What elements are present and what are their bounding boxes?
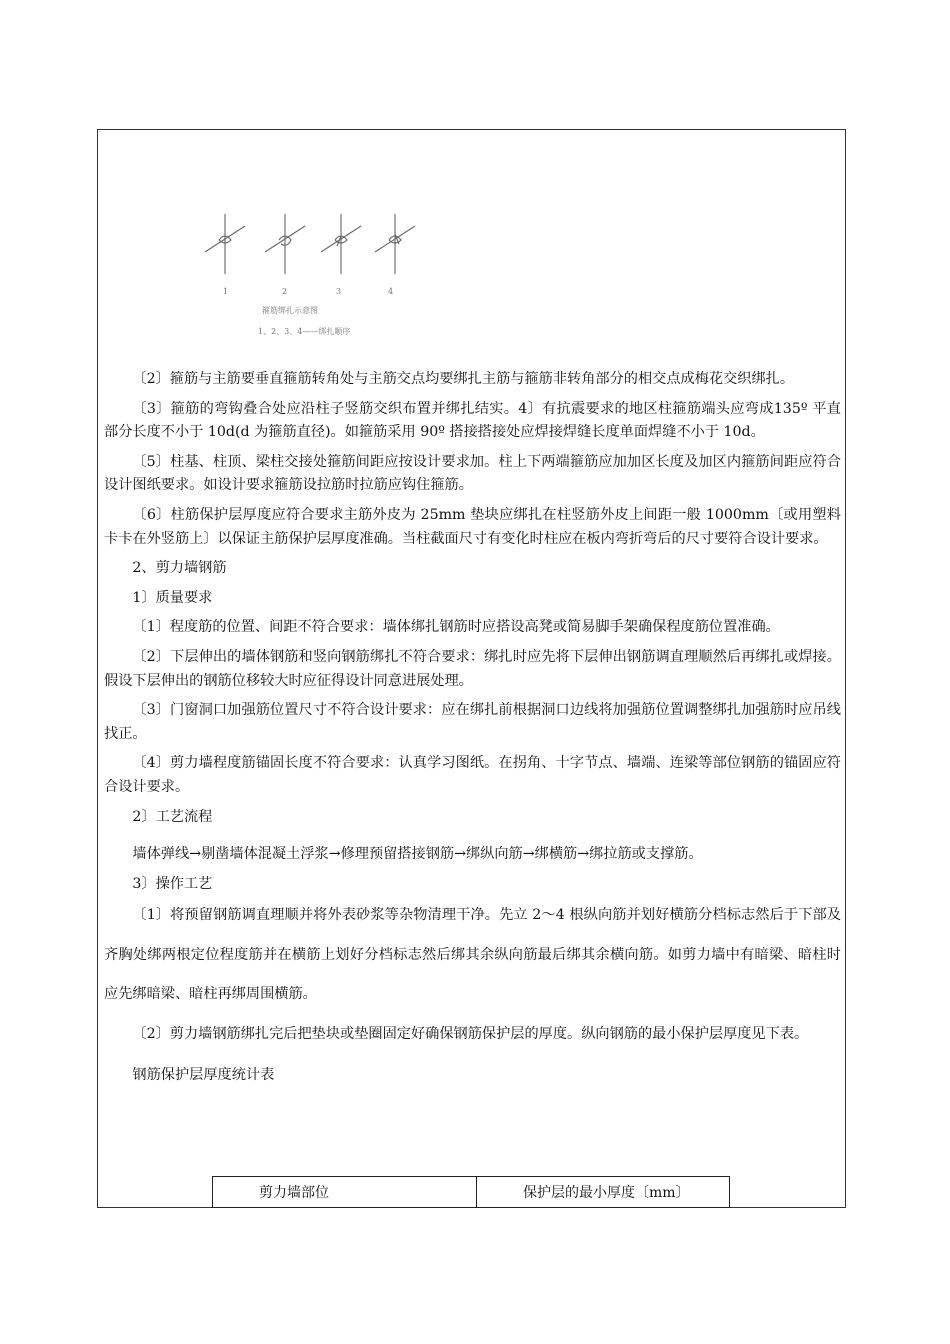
figure-number: 1: [223, 287, 229, 296]
figure-number: 3: [336, 287, 342, 296]
table-header: 保护层的最小厚度〔mm〕: [477, 1177, 730, 1208]
paragraph: 〔2〕下层伸出的墙体钢筋和竖向钢筋绑扎不符合要求：绑扎时应先将下层伸出钢筋调直理顺然后再绑扎或焊接。假设下层伸出的钢筋位移较大时应征得设计同意进展处理。: [104, 648, 841, 689]
figure-legend: 1、2、3、4——绑扎顺序: [258, 327, 351, 336]
stirrup-binding-diagram: [195, 208, 425, 343]
table-caption: 钢筋保护层厚度统计表: [132, 1067, 275, 1084]
document-body: [104, 368, 841, 1088]
paragraph: 〔1〕程度筋的位置、间距不符合要求：墙体绑扎钢筋时应搭设高凳或简易脚手架确保程度筋位置准确。: [132, 619, 780, 636]
figure-number: 4: [388, 287, 394, 296]
paragraph: 〔3〕箍筋的弯钩叠合处应沿柱子竖筋交织布置并绑扎结实。4〕有抗震要求的地区柱箍筋端头应弯成135º 平直部分长度不小于 10d(d 为箍筋直径)。如箍筋采用 90º 搭接搭接处应焊接焊缝长度单面焊缝不小于 10d。: [104, 400, 841, 441]
paragraph: 〔2〕箍筋与主筋要垂直箍筋转角处与主筋交点均要绑扎主筋与箍筋非转角部分的相交点成梅花交织绑扎。: [132, 371, 795, 387]
table-row: [213, 1177, 730, 1208]
paragraph: 〔4〕剪力墙程度筋锚固长度不符合要求：认真学习图纸。在拐角、十字节点、墙端、连梁等部位钢筋的锚固应符合设计要求。: [104, 755, 841, 795]
section-heading: 2、剪力墙钢筋: [132, 560, 227, 577]
paragraph: 墙体弹线→剔凿墙体混凝土浮浆→修理预留搭接钢筋→绑纵向筋→绑横筋→绑拉筋或支撑筋。: [132, 846, 703, 863]
paragraph: 〔3〕门窗洞口加强筋位置尺寸不符合设计要求：应在绑扎前根据洞口边线将加强筋位置调整绑扎加强筋时应吊线找正。: [104, 702, 841, 742]
subsection-heading: 2〕工艺流程: [132, 808, 213, 825]
cover-thickness-table: [212, 1176, 730, 1208]
table-header: 剪力墙部位: [213, 1177, 477, 1208]
paragraph: 〔1〕将预留钢筋调直理顺并将外表砂浆等杂物清理干净。先立 2～4 根纵向筋并划好横筋分档标志然后于下部及齐胸处绑两根定位程度筋并在横筋上划好分档标志然后绑其余纵向筋最后绑其余横向筋。如剪力墙中有暗梁、暗柱时应先绑暗梁、暗柱再绑周围横筋。: [104, 907, 841, 1003]
figure-caption: 箍筋绑扎示意图: [262, 306, 318, 315]
paragraph: 〔5〕柱基、柱顶、梁柱交接处箍筋间距应按设计要求加。柱上下两端箍筋应加加区长度及加区内箍筋间距应符合设计图纸要求。如设计要求箍筋设拉筋时拉筋应钩住箍筋。: [104, 453, 841, 494]
subsection-heading: 3〕操作工艺: [132, 875, 213, 892]
paragraph: 〔6〕柱筋保护层厚度应符合要求主筋外皮为 25mm 垫块应绑扎在柱竖筋外皮上间距一般 1000mm〔或用塑料卡卡在外竖筋上〕以保证主筋保护层厚度准确。当柱截面尺寸有变化时柱应在板内弯折弯后的尺寸要符合设计要求。: [104, 506, 841, 547]
subsection-heading: 1〕质量要求: [132, 589, 213, 606]
figure-number: 2: [282, 287, 288, 296]
paragraph: 〔2〕剪力墙钢筋绑扎完后把垫块或垫圈固定好确保钢筋保护层的厚度。纵向钢筋的最小保护层厚度见下表。: [132, 1025, 809, 1042]
